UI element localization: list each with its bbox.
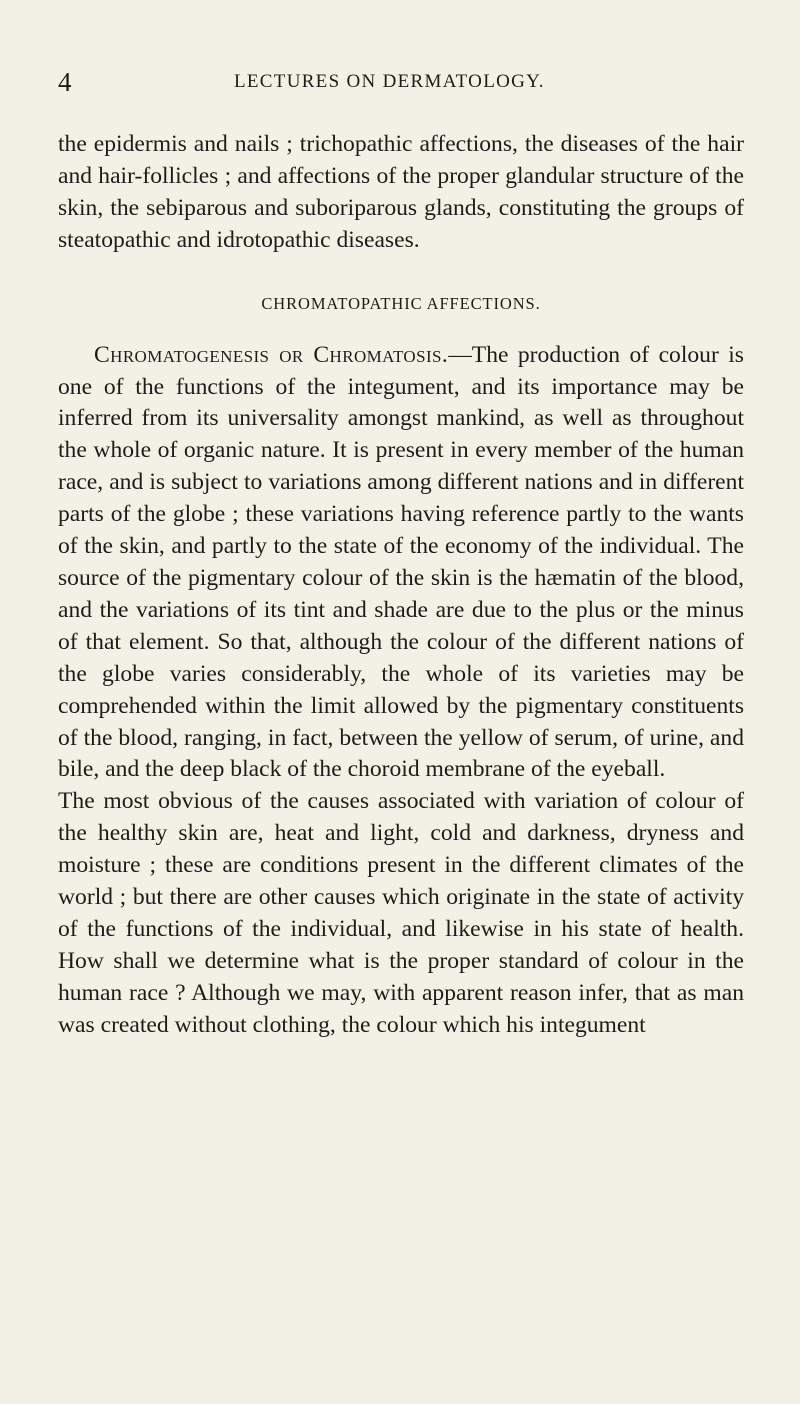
paragraph-subheading: Chromatogenesis or Chromatosis. xyxy=(94,341,449,368)
causes-paragraph: The most obvious of the causes associated with variation of colour of the healthy skin are, heat and light, cold and darkness, dryness and moisture ; these are conditions present in the different climates of the world ; but there are other causes which originate in the state of activity of the functions of the individual, and likewise in his state of health. How shall we determine what is the proper standard of colour in the human race ? Although we may, with apparent reason infer, that as man was created without clothing, the colour which his integument xyxy=(58,788,744,1038)
running-title: LECTURES ON DERMATOLOGY. xyxy=(234,71,545,92)
chromatogenesis-paragraph xyxy=(58,340,744,787)
page-body xyxy=(58,129,744,1042)
section-heading: CHROMATOPATHIC AFFECTIONS. xyxy=(261,293,541,313)
paragraph-body: —The production of colour is one of the functions of the integument, and its importance may be inferred from its universality amongst mankind, as well as throughout the whole of organic nature. It is present in every member of the human race, and is subject to variations among different nations and in different parts of the globe ; these variations having reference partly to the wants of the skin, and partly to the state of the economy of the individual. The source of the pigmentary colour of the skin is the hæmatin of the blood, and the variations of its tint and shade are due to the plus or the minus of that element. So that, although the colour of the different nations of the globe varies considerably, the whole of its varieties may be comprehended within the limit allowed by the pigmentary constituents of the blood, ranging, in fact, between the yellow of serum, of urine, and bile, and the deep black of the choroid membrane of the eyeball. xyxy=(58,341,744,783)
book-page xyxy=(58,62,744,1042)
page-number: 4 xyxy=(58,67,72,97)
intro-paragraph: the epidermis and nails ; trichopathic affections, the diseases of the hair and hair-follicles ; and affections of the proper glandular structure of the skin, the sebiparous and suboriparous glands, constituting the groups of steatopathic and idrotopathic diseases. xyxy=(58,131,744,253)
running-header xyxy=(58,62,744,102)
